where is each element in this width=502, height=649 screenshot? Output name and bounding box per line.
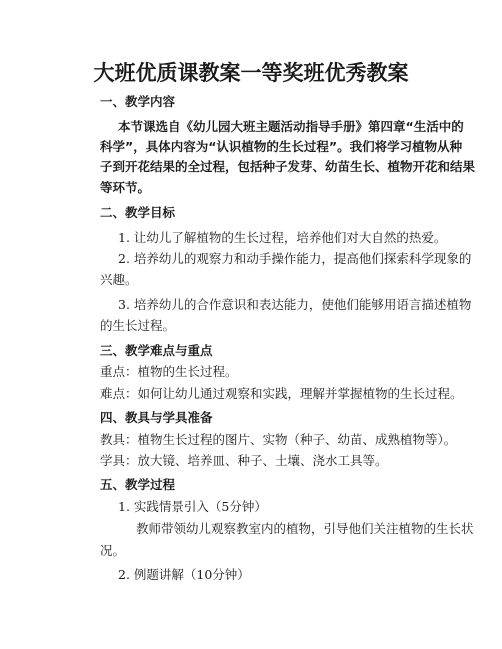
section-heading-materials: 四、教具与学具准备: [100, 410, 213, 425]
paragraph-line: 教具：植物生长过程的图片、实物（种子、幼苗、成熟植物等）。: [100, 432, 457, 447]
list-item: 3. 培养幼儿的合作意识和表达能力，使他们能够用语言描述植物: [118, 297, 472, 312]
section-heading-key-points: 三、教学难点与重点: [100, 343, 213, 358]
paragraph-line: 难点：如何让幼儿通过观察和实践，理解并掌握植物的生长过程。: [100, 386, 463, 401]
paragraph-line: 况。: [100, 543, 126, 558]
list-item-continuation: 兴趣。: [100, 272, 138, 287]
paragraph-line: 等环节。: [100, 180, 151, 195]
list-item: 1. 实践情景引入（5分钟）: [118, 499, 267, 514]
section-heading-content: 一、教学内容: [100, 94, 176, 109]
paragraph-line: 子到开花结果的全过程，包括种子发芽、幼苗生长、植物开花和结果: [100, 159, 476, 174]
list-item-continuation: 的生长过程。: [100, 318, 176, 333]
document-title: 大班优质课教案一等奖班优秀教案: [93, 61, 409, 85]
list-item: 2. 培养幼儿的观察力和动手操作能力，提高他们探索科学现象的: [118, 251, 472, 266]
list-item: 1. 让幼儿了解植物的生长过程，培养他们对大自然的热爱。: [118, 230, 447, 245]
paragraph-line: 本节课选自《幼儿园大班主题活动指导手册》第四章“生活中的: [118, 119, 464, 134]
paragraph-line: 科学”，具体内容为“认识植物的生长过程”。我们将学习植物从种: [100, 139, 463, 154]
paragraph-line: 学具：放大镜、培养皿、种子、土壤、浇水工具等。: [100, 453, 388, 468]
paragraph-line: 教师带领幼儿观察教室内的植物，引导他们关注植物的生长状: [136, 521, 474, 536]
list-item: 2. 例题讲解（10分钟）: [118, 567, 250, 582]
paragraph-line: 重点：植物的生长过程。: [100, 364, 238, 379]
section-heading-process: 五、教学过程: [100, 477, 176, 492]
section-heading-objectives: 二、教学目标: [100, 205, 176, 220]
